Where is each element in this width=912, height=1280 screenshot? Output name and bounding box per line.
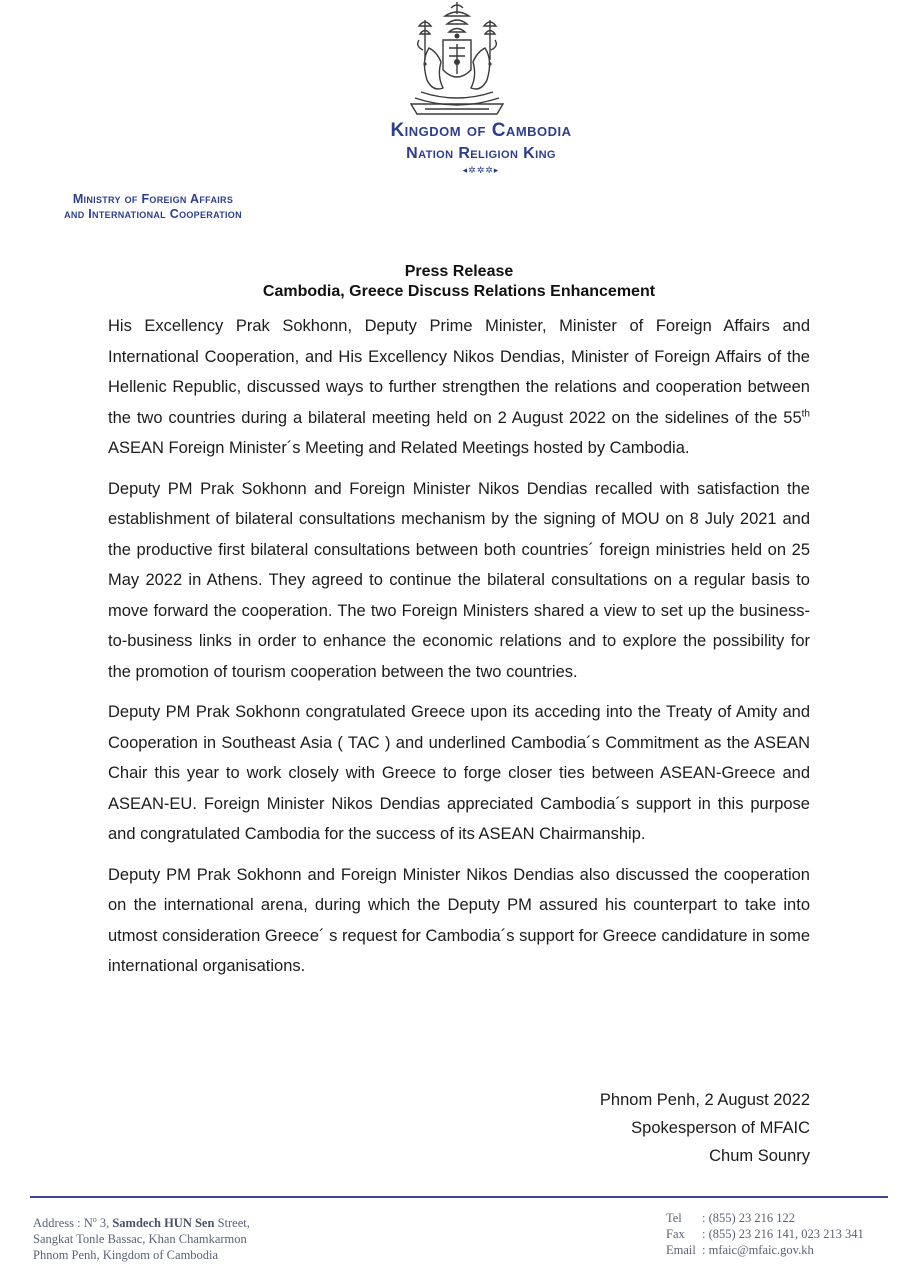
signatory-role: Spokesperson of MFAIC <box>631 1119 810 1137</box>
document-title: Cambodia, Greece Discuss Relations Enhancement <box>262 283 656 300</box>
signature-block <box>600 1086 810 1170</box>
contact-tel <box>666 1210 864 1226</box>
document-type: Press Release <box>404 263 514 280</box>
footer-divider <box>30 1196 888 1198</box>
fax-value: : (855) 23 216 141, 023 213 341 <box>702 1227 864 1241</box>
paragraph-2: Deputy PM Prak Sokhonn and Foreign Minister Nikos Dendias recalled with satisfaction the establishment of bilateral consultations mechanism by the signing of MOU on 8 July 2021 and the productive first bilateral consultations between both countries´ foreign ministries held on 25 May 2022 in Athens. They agreed to continue the bilateral consultations on a regular basis to move forward the cooperation. The two Foreign Ministers shared a view to set up the business-to-business links in order to enhance the economic relations and to explore the possibility for the promotion of tourism cooperation between the two countries. <box>108 479 810 681</box>
national-motto: Nation Religion King <box>406 145 556 162</box>
paragraph-3: Deputy PM Prak Sokhonn congratulated Greece upon its acceding into the Treaty of Amity and Cooperation in Southeast Asia ( TAC ) and underlined Cambodia´s Commitment as the ASEAN Chair this year to work closely with Greece to forge closer ties between ASEAN-Greece and ASEAN-EU. Foreign Minister Nikos Dendias appreciated Cambodia´s support in this purpose and congratulated Cambodia for the success of its ASEAN Chairmanship. <box>108 703 810 843</box>
press-release-heading <box>0 262 912 302</box>
place-date: Phnom Penh, 2 August 2022 <box>599 1091 810 1109</box>
royal-coat-of-arms-emblem <box>385 0 530 118</box>
paragraph-4: Deputy PM Prak Sokhonn and Foreign Minister Nikos Dendias also discussed the cooperation on the international arena, during which the Deputy PM assured his counterpart to take into utmost consideration Greece´ s request for Cambodia´s support for Greece candidature in some international organisations. <box>108 865 810 975</box>
ornament-divider: ◂✲✲✲▸ <box>462 166 500 176</box>
address-number: 3, <box>96 1216 113 1231</box>
address-line-2: Sangkat Tonle Bassac, Khan Chamkarmon <box>33 1232 247 1247</box>
email-value: : mfaic@mfaic.gov.kh <box>702 1243 814 1257</box>
signatory-name: Chum Sounry <box>709 1147 810 1165</box>
email-label: Email <box>666 1243 696 1257</box>
kingdom-title: Kingdom of Cambodia <box>390 120 572 141</box>
address-street-name: Samdech HUN Sen <box>112 1216 215 1231</box>
tel-label: Tel <box>666 1211 682 1225</box>
number-sign-sup: o <box>92 1215 97 1224</box>
contact-fax <box>666 1226 864 1242</box>
paragraph-1 <box>108 311 810 464</box>
paragraph-1-text-cont: ASEAN Foreign Minister´s Meeting and Related Meetings hosted by Cambodia. <box>108 439 690 457</box>
tel-value: : (855) 23 216 122 <box>702 1211 796 1225</box>
footer-address <box>33 1212 363 1263</box>
address-street-suffix: Street, <box>214 1216 250 1231</box>
footer-contact <box>666 1210 864 1258</box>
fax-label: Fax <box>666 1227 685 1241</box>
address-line-3: Phnom Penh, Kingdom of Cambodia <box>33 1248 219 1263</box>
address-line-1 <box>33 1212 363 1231</box>
contact-email <box>666 1242 864 1258</box>
paragraph-1-text: His Excellency Prak Sokhonn, Deputy Prime Minister, Minister of Foreign Affairs and International Cooperation, and His Excellency Nikos Dendias, Minister of Foreign Affairs of the Hellenic Republic, discussed ways to further strengthen the relations and cooperation between the two countries during a bilateral meeting held on 2 August 2022 on the sidelines of the 55 <box>108 317 810 427</box>
ministry-line-1: Ministry of Foreign Affairs <box>72 192 234 206</box>
address-label: Address : N <box>33 1216 93 1231</box>
ordinal-suffix: th <box>801 408 810 419</box>
press-release-body <box>108 311 810 992</box>
ministry-line-2: and International Cooperation <box>64 207 242 221</box>
ministry-name <box>22 192 284 222</box>
